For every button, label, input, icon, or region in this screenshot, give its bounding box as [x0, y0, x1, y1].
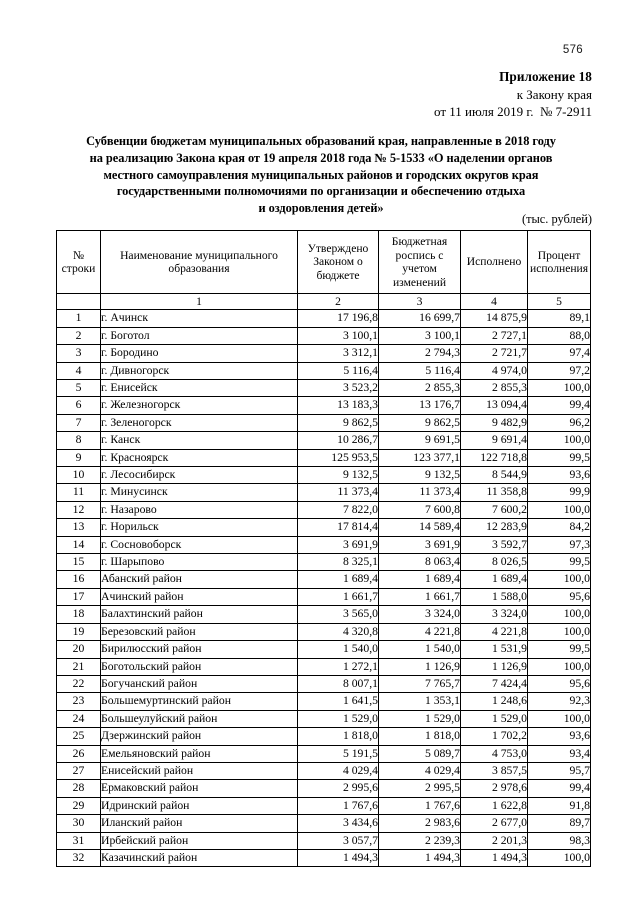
cell-executed: 3 857,5: [461, 762, 528, 779]
cell-municipality-name: Енисейский район: [101, 762, 298, 779]
cell-approved-by-law: 7 822,0: [298, 501, 379, 518]
cell-executed: 1 689,4: [461, 571, 528, 588]
cell-row-number: 19: [57, 623, 101, 640]
table-row: [57, 554, 591, 571]
table-row: [57, 658, 591, 675]
cell-municipality-name: г. Норильск: [101, 519, 298, 536]
cell-row-number: 5: [57, 380, 101, 397]
column-header-executed: [461, 231, 528, 294]
table-row: [57, 327, 591, 344]
cell-executed: 1 531,9: [461, 641, 528, 658]
cell-budget-schedule: 1 540,0: [379, 641, 461, 658]
table-row: [57, 501, 591, 518]
cell-municipality-name: г. Шарыпово: [101, 554, 298, 571]
cell-percent-executed: 99,5: [528, 641, 591, 658]
cell-executed: 2 978,6: [461, 780, 528, 797]
cell-percent-executed: 99,9: [528, 484, 591, 501]
cell-municipality-name: Казачинский район: [101, 849, 298, 866]
cell-executed: 9 691,4: [461, 432, 528, 449]
cell-approved-by-law: 17 196,8: [298, 310, 379, 327]
cell-executed: 122 718,8: [461, 449, 528, 466]
title-line-1: Субвенции бюджетам муниципальных образований края, направленные в 2018 году: [86, 134, 556, 148]
cell-approved-by-law: 1 818,0: [298, 728, 379, 745]
cell-executed: 4 974,0: [461, 362, 528, 379]
cell-approved-by-law: 13 183,3: [298, 397, 379, 414]
table-row: [57, 571, 591, 588]
cell-percent-executed: 100,0: [528, 501, 591, 518]
table-row: [57, 362, 591, 379]
cell-percent-executed: 95,7: [528, 762, 591, 779]
column-number-cell: 1: [101, 294, 298, 310]
cell-row-number: 23: [57, 693, 101, 710]
table-row: [57, 484, 591, 501]
cell-row-number: 31: [57, 832, 101, 849]
cell-row-number: 27: [57, 762, 101, 779]
cell-row-number: 6: [57, 397, 101, 414]
cell-percent-executed: 99,4: [528, 397, 591, 414]
cell-municipality-name: г. Дивногорск: [101, 362, 298, 379]
cell-municipality-name: Ачинский район: [101, 588, 298, 605]
cell-row-number: 32: [57, 849, 101, 866]
cell-row-number: 7: [57, 414, 101, 431]
title-line-4: государственными полномочиями по организации и обеспечению отдыха: [116, 184, 526, 199]
cell-budget-schedule: 2 794,3: [379, 345, 461, 362]
cell-percent-executed: 100,0: [528, 658, 591, 675]
table-row: [57, 710, 591, 727]
cell-row-number: 3: [57, 345, 101, 362]
subventions-table-wrapper: [56, 230, 591, 867]
column-header-municipality-name: [101, 231, 298, 294]
cell-municipality-name: г. Ачинск: [101, 310, 298, 327]
cell-approved-by-law: 4 320,8: [298, 623, 379, 640]
cell-row-number: 10: [57, 467, 101, 484]
appendix-reference-block: [0, 68, 592, 121]
cell-budget-schedule: 1 529,0: [379, 710, 461, 727]
cell-budget-schedule: 1 818,0: [379, 728, 461, 745]
table-row: [57, 693, 591, 710]
table-row: [57, 380, 591, 397]
table-row: [57, 449, 591, 466]
cell-municipality-name: г. Сосновоборск: [101, 536, 298, 553]
cell-budget-schedule: 8 063,4: [379, 554, 461, 571]
cell-approved-by-law: 1 641,5: [298, 693, 379, 710]
cell-approved-by-law: 3 523,2: [298, 380, 379, 397]
column-header-approved-by-law: [298, 231, 379, 294]
subventions-table: [56, 230, 591, 867]
column-number-cell: 2: [298, 294, 379, 310]
cell-percent-executed: 100,0: [528, 849, 591, 866]
cell-budget-schedule: 2 995,5: [379, 780, 461, 797]
cell-municipality-name: Дзержинский район: [101, 728, 298, 745]
cell-approved-by-law: 10 286,7: [298, 432, 379, 449]
cell-approved-by-law: 3 057,7: [298, 832, 379, 849]
cell-row-number: 1: [57, 310, 101, 327]
cell-budget-schedule: 13 176,7: [379, 397, 461, 414]
cell-row-number: 25: [57, 728, 101, 745]
units-note: (тыс. рублей): [521, 212, 592, 226]
cell-percent-executed: 96,2: [528, 414, 591, 431]
cell-executed: 2 721,7: [461, 345, 528, 362]
cell-approved-by-law: 17 814,4: [298, 519, 379, 536]
cell-budget-schedule: 14 589,4: [379, 519, 461, 536]
page-title: [56, 133, 586, 217]
cell-executed: 1 588,0: [461, 588, 528, 605]
cell-budget-schedule: 2 239,3: [379, 832, 461, 849]
cell-budget-schedule: 11 373,4: [379, 484, 461, 501]
table-row: [57, 849, 591, 866]
cell-approved-by-law: 8 007,1: [298, 675, 379, 692]
cell-municipality-name: Балахтинский район: [101, 606, 298, 623]
cell-percent-executed: 99,5: [528, 449, 591, 466]
cell-executed: 4 753,0: [461, 745, 528, 762]
cell-row-number: 21: [57, 658, 101, 675]
cell-percent-executed: 100,0: [528, 380, 591, 397]
appendix-law-reference: к Закону края: [516, 86, 592, 102]
table-row: [57, 467, 591, 484]
cell-executed: 1 529,0: [461, 710, 528, 727]
cell-executed: 3 592,7: [461, 536, 528, 553]
cell-municipality-name: г. Канск: [101, 432, 298, 449]
cell-municipality-name: г. Бородино: [101, 345, 298, 362]
cell-executed: 13 094,4: [461, 397, 528, 414]
cell-approved-by-law: 1 272,1: [298, 658, 379, 675]
column-header-row-number: [57, 231, 101, 294]
cell-municipality-name: Богучанский район: [101, 675, 298, 692]
column-header-budget-schedule: [379, 231, 461, 294]
cell-percent-executed: 99,4: [528, 780, 591, 797]
cell-row-number: 15: [57, 554, 101, 571]
column-number-cell: 3: [379, 294, 461, 310]
cell-budget-schedule: 1 689,4: [379, 571, 461, 588]
header-line: строки: [61, 262, 96, 276]
cell-row-number: 14: [57, 536, 101, 553]
header-line: Утверждено: [307, 241, 369, 255]
cell-executed: 4 221,8: [461, 623, 528, 640]
cell-budget-schedule: 1 494,3: [379, 849, 461, 866]
cell-approved-by-law: 4 029,4: [298, 762, 379, 779]
cell-budget-schedule: 16 699,7: [379, 310, 461, 327]
cell-row-number: 22: [57, 675, 101, 692]
header-line: изменений: [392, 275, 447, 289]
cell-executed: 2 677,0: [461, 815, 528, 832]
cell-approved-by-law: 11 373,4: [298, 484, 379, 501]
header-line: учетом: [402, 262, 437, 276]
header-line: исполнения: [530, 262, 589, 276]
header-line: Бюджетная: [391, 235, 448, 248]
table-column-number-row: [57, 294, 591, 310]
cell-budget-schedule: 5 089,7: [379, 745, 461, 762]
cell-row-number: 17: [57, 588, 101, 605]
cell-budget-schedule: 123 377,1: [379, 449, 461, 466]
header-line: образования: [168, 262, 230, 276]
cell-executed: 9 482,9: [461, 414, 528, 431]
table-header: [57, 231, 591, 310]
cell-percent-executed: 100,0: [528, 710, 591, 727]
cell-municipality-name: Емельяновский район: [101, 745, 298, 762]
cell-executed: 2 201,3: [461, 832, 528, 849]
cell-percent-executed: 98,3: [528, 832, 591, 849]
cell-executed: 1 248,6: [461, 693, 528, 710]
cell-row-number: 13: [57, 519, 101, 536]
cell-row-number: 12: [57, 501, 101, 518]
cell-municipality-name: г. Красноярск: [101, 449, 298, 466]
cell-percent-executed: 99,5: [528, 554, 591, 571]
cell-municipality-name: Ермаковский район: [101, 780, 298, 797]
cell-row-number: 20: [57, 641, 101, 658]
cell-percent-executed: 100,0: [528, 623, 591, 640]
cell-approved-by-law: 1 689,4: [298, 571, 379, 588]
cell-municipality-name: г. Зеленогорск: [101, 414, 298, 431]
cell-budget-schedule: 9 691,5: [379, 432, 461, 449]
cell-approved-by-law: 3 100,1: [298, 327, 379, 344]
cell-percent-executed: 100,0: [528, 432, 591, 449]
cell-executed: 1 702,2: [461, 728, 528, 745]
cell-executed: 1 126,9: [461, 658, 528, 675]
title-line-3: местного самоуправления муниципальных районов и городских округов края: [103, 167, 539, 182]
cell-approved-by-law: 9 132,5: [298, 467, 379, 484]
table-row: [57, 728, 591, 745]
cell-percent-executed: 97,4: [528, 345, 591, 362]
cell-percent-executed: 97,3: [528, 536, 591, 553]
cell-municipality-name: Большемуртинский район: [101, 693, 298, 710]
cell-row-number: 24: [57, 710, 101, 727]
cell-row-number: 26: [57, 745, 101, 762]
appendix-title: Приложение 18: [499, 69, 592, 84]
appendix-law-date: от 11 июля 2019 г. № 7-2911: [434, 104, 592, 119]
cell-budget-schedule: 2 983,6: [379, 815, 461, 832]
cell-budget-schedule: 9 132,5: [379, 467, 461, 484]
cell-municipality-name: Абанский район: [101, 571, 298, 588]
cell-approved-by-law: 1 529,0: [298, 710, 379, 727]
cell-approved-by-law: 125 953,5: [298, 449, 379, 466]
cell-approved-by-law: 1 661,7: [298, 588, 379, 605]
cell-approved-by-law: 3 565,0: [298, 606, 379, 623]
cell-percent-executed: 88,0: [528, 327, 591, 344]
cell-municipality-name: Большеулуйский район: [101, 710, 298, 727]
cell-municipality-name: г. Назарово: [101, 501, 298, 518]
title-line-5: и оздоровления детей»: [258, 201, 384, 216]
cell-executed: 12 283,9: [461, 519, 528, 536]
cell-row-number: 8: [57, 432, 101, 449]
column-number-cell: [57, 294, 101, 310]
cell-budget-schedule: 7 765,7: [379, 675, 461, 692]
cell-row-number: 16: [57, 571, 101, 588]
cell-budget-schedule: 3 691,9: [379, 536, 461, 553]
cell-executed: 1 622,8: [461, 797, 528, 814]
cell-executed: 3 324,0: [461, 606, 528, 623]
cell-budget-schedule: 4 029,4: [379, 762, 461, 779]
cell-percent-executed: 100,0: [528, 571, 591, 588]
cell-municipality-name: Идринский район: [101, 797, 298, 814]
header-line: Законом о: [313, 255, 363, 269]
cell-municipality-name: г. Минусинск: [101, 484, 298, 501]
header-line: роспись с: [395, 248, 444, 262]
cell-percent-executed: 93,6: [528, 728, 591, 745]
cell-municipality-name: г. Боготол: [101, 327, 298, 344]
cell-municipality-name: г. Железногорск: [101, 397, 298, 414]
cell-approved-by-law: 5 116,4: [298, 362, 379, 379]
cell-municipality-name: Иланский район: [101, 815, 298, 832]
cell-executed: 2 727,1: [461, 327, 528, 344]
cell-budget-schedule: 9 862,5: [379, 414, 461, 431]
cell-municipality-name: г. Лесосибирск: [101, 467, 298, 484]
cell-approved-by-law: 1 494,3: [298, 849, 379, 866]
cell-approved-by-law: 9 862,5: [298, 414, 379, 431]
cell-approved-by-law: 8 325,1: [298, 554, 379, 571]
cell-percent-executed: 97,2: [528, 362, 591, 379]
table-header-row: [57, 231, 591, 294]
cell-approved-by-law: 2 995,6: [298, 780, 379, 797]
table-row: [57, 432, 591, 449]
header-line: №: [72, 248, 85, 262]
cell-budget-schedule: 1 353,1: [379, 693, 461, 710]
cell-municipality-name: Боготольский район: [101, 658, 298, 675]
table-row: [57, 345, 591, 362]
column-number-cell: 4: [461, 294, 528, 310]
column-number-cell: 5: [528, 294, 591, 310]
cell-percent-executed: 89,1: [528, 310, 591, 327]
cell-executed: 14 875,9: [461, 310, 528, 327]
cell-row-number: 30: [57, 815, 101, 832]
header-line: Процент: [537, 248, 581, 262]
cell-budget-schedule: 2 855,3: [379, 380, 461, 397]
cell-percent-executed: 95,6: [528, 675, 591, 692]
header-line: бюджете: [316, 268, 360, 282]
cell-executed: 7 600,2: [461, 501, 528, 518]
cell-percent-executed: 91,8: [528, 797, 591, 814]
cell-percent-executed: 93,4: [528, 745, 591, 762]
cell-approved-by-law: 1 540,0: [298, 641, 379, 658]
header-line: Исполнено: [466, 255, 522, 269]
cell-executed: 8 544,9: [461, 467, 528, 484]
cell-executed: 7 424,4: [461, 675, 528, 692]
cell-budget-schedule: 1 126,9: [379, 658, 461, 675]
cell-executed: 11 358,8: [461, 484, 528, 501]
table-row: [57, 310, 591, 327]
cell-municipality-name: Березовский район: [101, 623, 298, 640]
table-row: [57, 832, 591, 849]
page-number: 576: [562, 44, 583, 56]
table-row: [57, 536, 591, 553]
cell-row-number: 2: [57, 327, 101, 344]
cell-percent-executed: 84,2: [528, 519, 591, 536]
table-body: [57, 310, 591, 867]
table-row: [57, 414, 591, 431]
cell-budget-schedule: 3 100,1: [379, 327, 461, 344]
table-row: [57, 641, 591, 658]
cell-approved-by-law: 3 434,6: [298, 815, 379, 832]
cell-budget-schedule: 5 116,4: [379, 362, 461, 379]
table-row: [57, 762, 591, 779]
header-line: Наименование муниципального: [120, 248, 278, 262]
table-row: [57, 745, 591, 762]
cell-budget-schedule: 1 767,6: [379, 797, 461, 814]
table-row: [57, 588, 591, 605]
cell-row-number: 28: [57, 780, 101, 797]
table-row: [57, 397, 591, 414]
cell-executed: 1 494,3: [461, 849, 528, 866]
cell-approved-by-law: 1 767,6: [298, 797, 379, 814]
title-line-2: на реализацию Закона края от 19 апреля 2018 года № 5-1533 «О наделении органов: [89, 150, 553, 165]
table-row: [57, 780, 591, 797]
cell-row-number: 18: [57, 606, 101, 623]
cell-executed: 2 855,3: [461, 380, 528, 397]
table-row: [57, 623, 591, 640]
table-row: [57, 606, 591, 623]
cell-percent-executed: 95,6: [528, 588, 591, 605]
cell-percent-executed: 93,6: [528, 467, 591, 484]
table-row: [57, 519, 591, 536]
cell-budget-schedule: 1 661,7: [379, 588, 461, 605]
cell-approved-by-law: 3 312,1: [298, 345, 379, 362]
cell-row-number: 29: [57, 797, 101, 814]
cell-row-number: 9: [57, 449, 101, 466]
cell-percent-executed: 92,3: [528, 693, 591, 710]
cell-executed: 8 026,5: [461, 554, 528, 571]
cell-budget-schedule: 4 221,8: [379, 623, 461, 640]
cell-municipality-name: Бирилюсский район: [101, 641, 298, 658]
cell-budget-schedule: 7 600,8: [379, 501, 461, 518]
cell-approved-by-law: 5 191,5: [298, 745, 379, 762]
cell-percent-executed: 100,0: [528, 606, 591, 623]
cell-municipality-name: Ирбейский район: [101, 832, 298, 849]
cell-percent-executed: 89,7: [528, 815, 591, 832]
cell-row-number: 11: [57, 484, 101, 501]
column-header-percent-executed: [528, 231, 591, 294]
cell-budget-schedule: 3 324,0: [379, 606, 461, 623]
cell-approved-by-law: 3 691,9: [298, 536, 379, 553]
cell-row-number: 4: [57, 362, 101, 379]
table-row: [57, 815, 591, 832]
table-row: [57, 675, 591, 692]
table-row: [57, 797, 591, 814]
cell-municipality-name: г. Енисейск: [101, 380, 298, 397]
